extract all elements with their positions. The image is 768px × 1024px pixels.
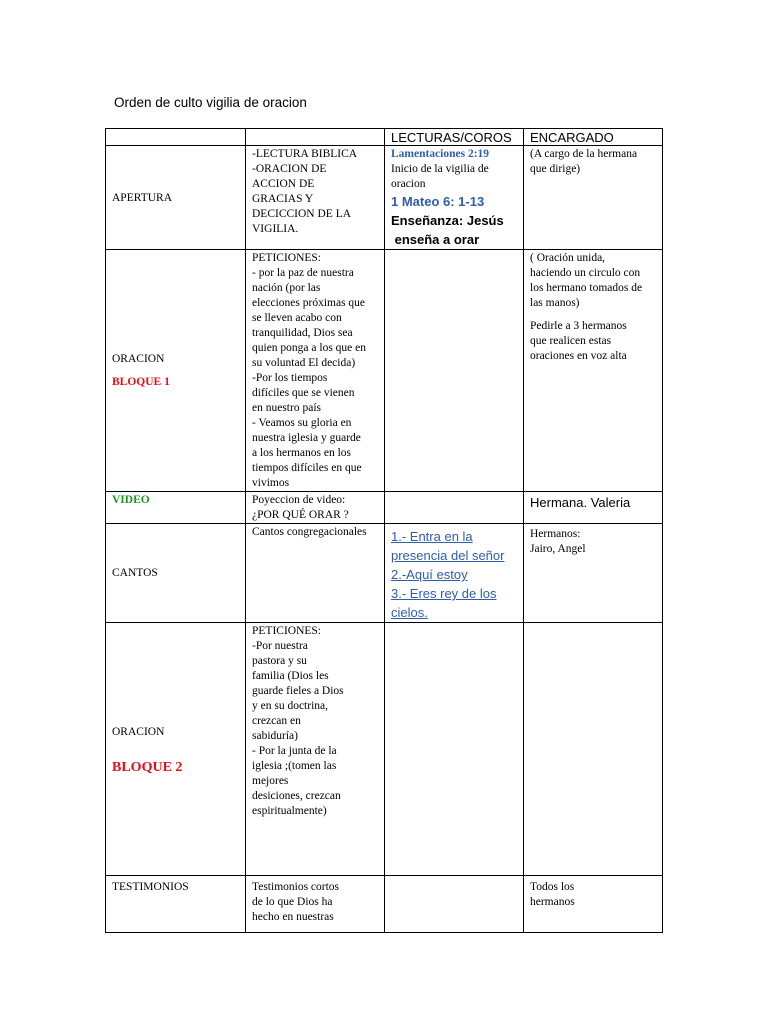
header-lecturas: LECTURAS/COROS xyxy=(385,129,524,146)
cantos-songs xyxy=(385,524,524,623)
testimonios-label: TESTIMONIOS xyxy=(106,876,246,933)
apertura-encargado xyxy=(524,146,663,250)
video-label-text: VIDEO xyxy=(112,494,150,506)
text-line: crezcan en xyxy=(252,715,301,727)
text-line: GRACIAS Y xyxy=(252,193,314,205)
text-line: -Por los tiempos xyxy=(252,372,328,384)
text-line: ACCION DE xyxy=(252,178,315,190)
order-table xyxy=(105,128,663,933)
text-line: (A cargo de la hermana xyxy=(530,148,638,160)
text-line: elecciones próximas que xyxy=(252,297,366,309)
apertura-activities xyxy=(246,146,385,250)
header-cell-2 xyxy=(246,129,385,146)
text-line: oraciones en voz alta xyxy=(530,350,627,362)
text-line: -LECTURA BIBLICA xyxy=(252,148,358,160)
apertura-label: APERTURA xyxy=(106,146,246,250)
text-line: haciendo un circulo con xyxy=(530,267,641,279)
reading-mateo: 1 Mateo 6: 1-13 xyxy=(391,194,485,209)
text-line: PETICIONES: xyxy=(252,625,321,637)
oracion2-block: BLOQUE 2 xyxy=(112,759,183,775)
oracion1-petitions xyxy=(246,250,385,492)
video-readings xyxy=(385,492,524,524)
text-line: espiritualmente) xyxy=(252,805,327,817)
text-line: Pedirle a 3 hermanos xyxy=(530,320,627,332)
text-line: las manos) xyxy=(530,297,580,309)
song-link[interactable]: 3.- Eres rey de los xyxy=(391,586,497,601)
oracion1-label: ORACION xyxy=(112,353,165,365)
oracion2-encargado xyxy=(524,623,663,876)
oracion2-petitions xyxy=(246,623,385,876)
text-line: familia (Dios les xyxy=(252,670,329,682)
row-video xyxy=(106,492,663,524)
text-line: pastora y su xyxy=(252,655,307,667)
text-line: ¿POR QUÉ ORAR ? xyxy=(252,509,349,521)
video-label xyxy=(106,492,246,524)
row-testimonios xyxy=(106,876,663,933)
table-header-row xyxy=(106,129,663,146)
text-line: sabiduría) xyxy=(252,730,298,742)
row-apertura xyxy=(106,146,663,250)
song-link[interactable]: 1.- Entra en la xyxy=(391,529,473,544)
cantos-description: Cantos congregacionales xyxy=(246,524,385,623)
header-encargado: ENCARGADO xyxy=(524,129,663,146)
text-line: DECICCION DE LA xyxy=(252,208,352,220)
oracion2-label: ORACION xyxy=(112,725,165,738)
oracion1-readings xyxy=(385,250,524,492)
text-line: - Por la junta de la xyxy=(252,745,337,757)
text-line: los hermano tomados de xyxy=(530,282,643,294)
text-line: Todos los xyxy=(530,881,575,893)
video-description xyxy=(246,492,385,524)
text-line: mejores xyxy=(252,775,289,787)
cantos-encargado xyxy=(524,524,663,623)
text-line: en nuestro país xyxy=(252,402,321,414)
cantos-label: CANTOS xyxy=(106,524,246,623)
testimonios-readings xyxy=(385,876,524,933)
text-line: se lleven acabo con xyxy=(252,312,342,324)
text-line: Poyeccion de video: xyxy=(252,494,346,506)
text-line: a los hermanos en los xyxy=(252,447,352,459)
text-line: hermanos xyxy=(530,896,575,908)
oracion1-encargado xyxy=(524,250,663,492)
text-line: oracion xyxy=(391,178,426,190)
testimonios-encargado xyxy=(524,876,663,933)
text-line: - por la paz de nuestra xyxy=(252,267,354,279)
song-link[interactable]: presencia del señor xyxy=(391,548,505,563)
text-line: Jairo, Angel xyxy=(530,543,586,555)
row-oracion-bloque-1 xyxy=(106,250,663,492)
text-line: y en su doctrina, xyxy=(252,700,329,712)
text-line: difíciles que se vienen xyxy=(252,387,355,399)
oracion2-label-cell xyxy=(106,623,246,876)
text-line: PETICIONES: xyxy=(252,252,321,264)
text-line: nuestra iglesia y guarde xyxy=(252,432,361,444)
song-link[interactable]: cielos. xyxy=(391,605,428,620)
text-line: -ORACION DE xyxy=(252,163,327,175)
text-line: nación (por las xyxy=(252,282,321,294)
reading-lamentaciones: Lamentaciones 2:19 xyxy=(391,148,490,160)
text-line: su voluntad El decida) xyxy=(252,357,356,369)
text-line: que dirige) xyxy=(530,163,581,175)
text-line: hecho en nuestras xyxy=(252,911,334,923)
text-line: quien ponga a los que en xyxy=(252,342,367,354)
oracion1-block: BLOQUE 1 xyxy=(112,376,170,388)
text-line: Testimonios cortos xyxy=(252,881,340,893)
text-line: ( Oración unida, xyxy=(530,252,606,264)
text-line: desiciones, crezcan xyxy=(252,790,341,802)
header-cell-1 xyxy=(106,129,246,146)
text-line: -Por nuestra xyxy=(252,640,308,652)
text-line: Inicio de la vigilia de xyxy=(391,163,489,175)
row-cantos xyxy=(106,524,663,623)
text-line: que realicen estas xyxy=(530,335,612,347)
text-line: iglesia ;(tomen las xyxy=(252,760,337,772)
video-encargado: Hermana. Valeria xyxy=(524,492,663,524)
text-line: vivimos xyxy=(252,477,290,489)
oracion2-readings xyxy=(385,623,524,876)
text-line: - Veamos su gloria en xyxy=(252,417,352,429)
row-oracion-bloque-2 xyxy=(106,623,663,876)
text-line: de lo que Dios ha xyxy=(252,896,333,908)
oracion1-label-cell xyxy=(106,250,246,492)
text-line: Enseñanza: Jesús xyxy=(391,213,504,228)
song-link[interactable]: 2.-Aquí estoy xyxy=(391,567,468,582)
testimonios-description xyxy=(246,876,385,933)
apertura-readings xyxy=(385,146,524,250)
text-line: VIGILIA. xyxy=(252,223,299,235)
text-line: Hermanos: xyxy=(530,528,581,540)
document-title: Orden de culto vigilia de oracion xyxy=(114,95,307,110)
text-line: enseña a orar xyxy=(391,232,480,247)
text-line: guarde fieles a Dios xyxy=(252,685,344,697)
text-line: tranquilidad, Dios sea xyxy=(252,327,353,339)
text-line: tiempos difíciles en que xyxy=(252,462,362,474)
